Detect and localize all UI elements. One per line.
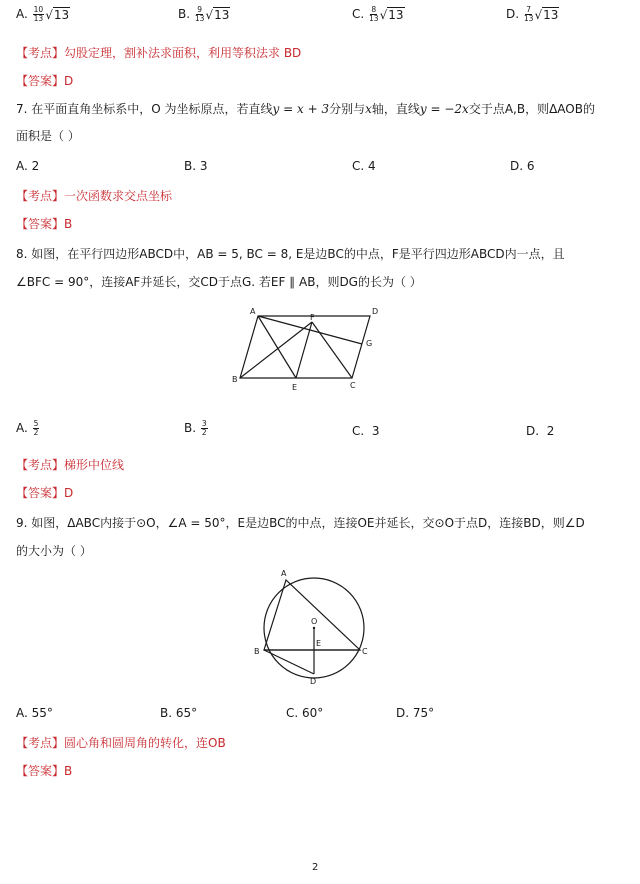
q9-option-c: C. 60° bbox=[286, 706, 324, 720]
q6-option-b bbox=[178, 6, 230, 23]
radicand: 13 bbox=[214, 7, 230, 22]
q8-stem-line2: ∠BFC = 90°，连接AF并延长，交CD于点G. 若EF ∥ AB，则DG的长为（ ） bbox=[16, 275, 422, 289]
numerator: 7 bbox=[526, 5, 532, 14]
q7-option-d: D. 6 bbox=[510, 159, 535, 173]
label-c: C bbox=[350, 381, 356, 390]
fraction bbox=[33, 420, 40, 437]
radicand: 13 bbox=[543, 7, 559, 22]
q9-kaodian: 【考点】圆心角和圆周角的转化，连OB bbox=[16, 736, 226, 750]
label-d: D bbox=[372, 307, 379, 316]
circle-figure bbox=[248, 566, 378, 690]
q6-kaodian: 【考点】勾股定理，割补法求面积，利用等积法求 BD bbox=[16, 46, 302, 60]
q6-option-d bbox=[506, 6, 559, 23]
segment-ef bbox=[296, 322, 312, 378]
numerator: 10 bbox=[33, 5, 44, 14]
q7-text: 交于点A,B，则ΔAOB的 bbox=[468, 102, 595, 116]
q9-option-a: A. 55° bbox=[16, 706, 53, 720]
denominator: 13 bbox=[194, 14, 205, 23]
q7-equation-2: y = −2x bbox=[419, 102, 469, 116]
numerator: 8 bbox=[371, 5, 377, 14]
option-letter: B. bbox=[178, 7, 191, 21]
q7-option-a: A. 2 bbox=[16, 159, 40, 173]
radicand: 13 bbox=[53, 7, 70, 22]
option-letter: C. bbox=[352, 424, 365, 438]
q6-answer: 【答案】D bbox=[16, 74, 74, 88]
square-root: √13 bbox=[205, 7, 230, 22]
q9-answer: 【答案】B bbox=[16, 764, 73, 778]
label-f: F bbox=[310, 313, 315, 322]
label-c: C bbox=[362, 647, 368, 656]
q9-stem-line2: 的大小为（ ） bbox=[16, 544, 92, 558]
q8-option-d bbox=[526, 424, 554, 438]
label-e: E bbox=[316, 639, 322, 648]
option-letter: A. bbox=[16, 7, 28, 21]
label-e: E bbox=[292, 383, 298, 392]
q7-text: 7. 在平面直角坐标系中，O 为坐标原点，若直线 bbox=[16, 102, 273, 116]
option-letter: B. bbox=[184, 421, 197, 435]
q7-text: 轴，直线 bbox=[371, 102, 420, 116]
segment-bf bbox=[240, 322, 312, 378]
label-b: B bbox=[254, 647, 260, 656]
q7-stem-line2: 面积是（ ） bbox=[16, 129, 80, 143]
q7-text: 分别与 bbox=[329, 102, 366, 116]
segment-fc bbox=[312, 322, 352, 378]
square-root: √13 bbox=[534, 7, 559, 22]
segment-bd bbox=[264, 650, 314, 674]
center-dot bbox=[313, 627, 315, 629]
denominator: 13 bbox=[33, 14, 44, 23]
page-number: 2 bbox=[312, 862, 319, 873]
option-letter: D. bbox=[506, 7, 520, 21]
option-letter: C. bbox=[352, 7, 365, 21]
q6-option-c bbox=[352, 6, 405, 23]
option-letter: D. bbox=[526, 424, 540, 438]
label-a: A bbox=[281, 569, 287, 578]
option-letter: A. bbox=[16, 421, 28, 435]
q8-kaodian: 【考点】梯形中位线 bbox=[16, 458, 125, 472]
denominator: 2 bbox=[201, 428, 207, 437]
square-root: √13 bbox=[379, 7, 404, 22]
label-a: A bbox=[250, 307, 256, 316]
label-d: D bbox=[310, 677, 317, 686]
label-b: B bbox=[232, 375, 238, 384]
fraction bbox=[524, 6, 534, 23]
q7-kaodian: 【考点】一次函数求交点坐标 bbox=[16, 189, 173, 203]
q8-option-b bbox=[184, 420, 209, 437]
option-value: 2 bbox=[546, 424, 555, 438]
q8-stem-line1: 8. 如图，在平行四边形ABCD中，AB = 5, BC = 8, E是边BC的中点，F是平行四边形ABCD内一点，且 bbox=[16, 247, 565, 261]
q8-answer: 【答案】D bbox=[16, 486, 74, 500]
fraction bbox=[201, 420, 208, 437]
denominator: 13 bbox=[523, 14, 534, 23]
triangle-abc bbox=[264, 580, 360, 650]
q8-option-c bbox=[352, 424, 379, 438]
q9-option-b: B. 65° bbox=[160, 706, 198, 720]
numerator: 5 bbox=[33, 419, 39, 428]
square-root: √13 bbox=[45, 7, 70, 22]
radicand: 13 bbox=[388, 7, 404, 22]
q7-equation-1: y = x + 3 bbox=[272, 102, 330, 116]
q7-answer: 【答案】B bbox=[16, 217, 73, 231]
denominator: 13 bbox=[369, 14, 379, 23]
numerator: 9 bbox=[197, 5, 203, 14]
parallelogram-figure bbox=[228, 302, 398, 398]
numerator: 3 bbox=[201, 419, 207, 428]
label-g: G bbox=[366, 339, 373, 348]
q6-option-a bbox=[16, 6, 70, 23]
fraction bbox=[33, 6, 45, 23]
q7-stem-line1 bbox=[16, 100, 595, 117]
q8-option-a bbox=[16, 420, 40, 437]
option-value: 3 bbox=[371, 424, 380, 438]
q9-option-d: D. 75° bbox=[396, 706, 435, 720]
fraction bbox=[195, 6, 205, 23]
q7-variable-x: x bbox=[365, 102, 372, 116]
fraction bbox=[369, 6, 379, 23]
label-o: O bbox=[311, 617, 318, 626]
q7-option-b: B. 3 bbox=[184, 159, 208, 173]
denominator: 2 bbox=[33, 428, 39, 437]
q7-option-c: C. 4 bbox=[352, 159, 376, 173]
q9-stem-line1: 9. 如图，ΔABC内接于⊙O，∠A = 50°，E是边BC的中点，连接OE并延长，交⊙O于点D，连接BD，则∠D bbox=[16, 516, 585, 530]
